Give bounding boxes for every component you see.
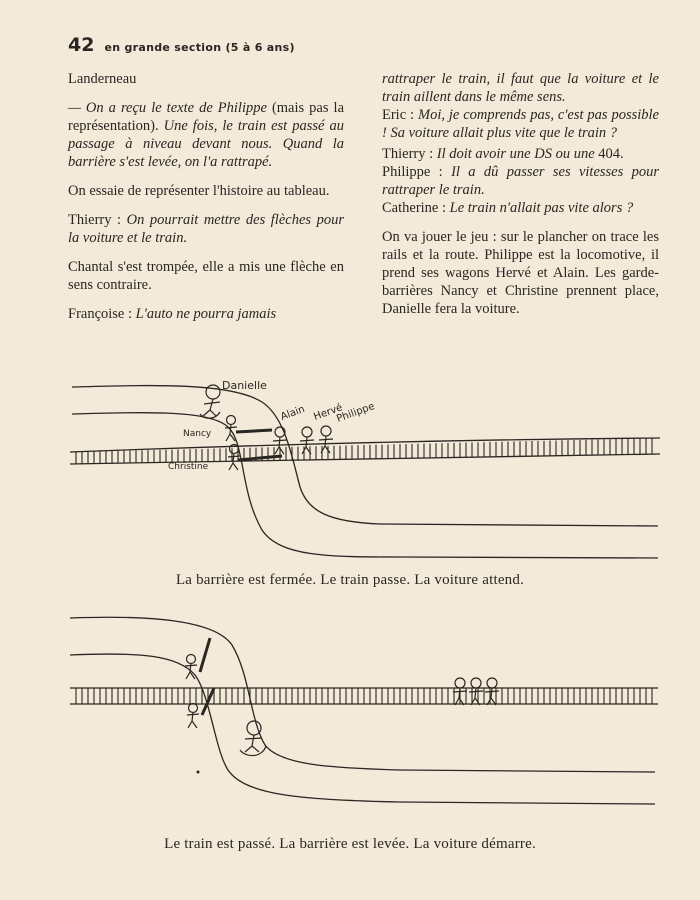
right-column	[382, 70, 659, 329]
paragraph: Philippe : Il a dû passer ses vitesses pour rattraper le train.	[382, 164, 659, 198]
figure-barrier-closed	[0, 372, 700, 567]
label-danielle: Danielle	[222, 379, 267, 392]
caption-figure-2: Le train est passé. La barrière est levée. La voiture démarre.	[164, 836, 536, 852]
paragraph: Thierry : Il doit avoir une DS ou une 404.	[382, 146, 624, 162]
paragraph: rattraper le train, il faut que la voiture et le train aillent dans le même sens.	[382, 71, 659, 105]
paragraph: Chantal s'est trompée, elle a mis une flèche en sens contraire.	[68, 259, 344, 293]
section-title: en grande section (5 à 6 ans)	[104, 41, 295, 54]
label-nancy: Nancy	[183, 429, 212, 439]
caption-figure-1: La barrière est fermée. Le train passe. La voiture attend.	[175, 572, 525, 588]
label-alain: Alain	[279, 403, 307, 423]
paragraph: Thierry : On pourrait mettre des flèches pour la voiture et le train.	[68, 212, 344, 246]
paragraph: Landerneau	[68, 71, 137, 87]
figure-barrier-raised	[0, 600, 700, 820]
left-column	[68, 70, 344, 334]
label-philippe: Philippe	[335, 400, 377, 425]
paragraph: Catherine : Le train n'allait pas vite alors ?	[382, 200, 634, 216]
paragraph: On essaie de représenter l'histoire au tableau.	[68, 183, 330, 199]
page-number: 42	[68, 34, 95, 56]
paragraph: Eric : Moi, je comprends pas, c'est pas possible ! Sa voiture allait plus vite que le train ?	[382, 107, 659, 141]
page-header	[68, 34, 295, 56]
paragraph: — On a reçu le texte de Philippe (mais pas la représentation). Une fois, le train est passé au passage à niveau devant nous. Quand la barrière s'est levée, on l'a rattrapé.	[68, 100, 345, 170]
paragraph: On va jouer le jeu : sur le plancher on trace les rails et la route. Philippe est la locomotive, il prend ses wagons Hervé et Alain. Les garde-barrières Nancy et Christine prennent place, Danielle fera la voiture.	[382, 229, 659, 317]
label-christine: Christine	[168, 462, 209, 472]
paragraph: Françoise : L'auto ne pourra jamais	[68, 306, 277, 322]
label-herve: Hervé	[312, 402, 345, 423]
